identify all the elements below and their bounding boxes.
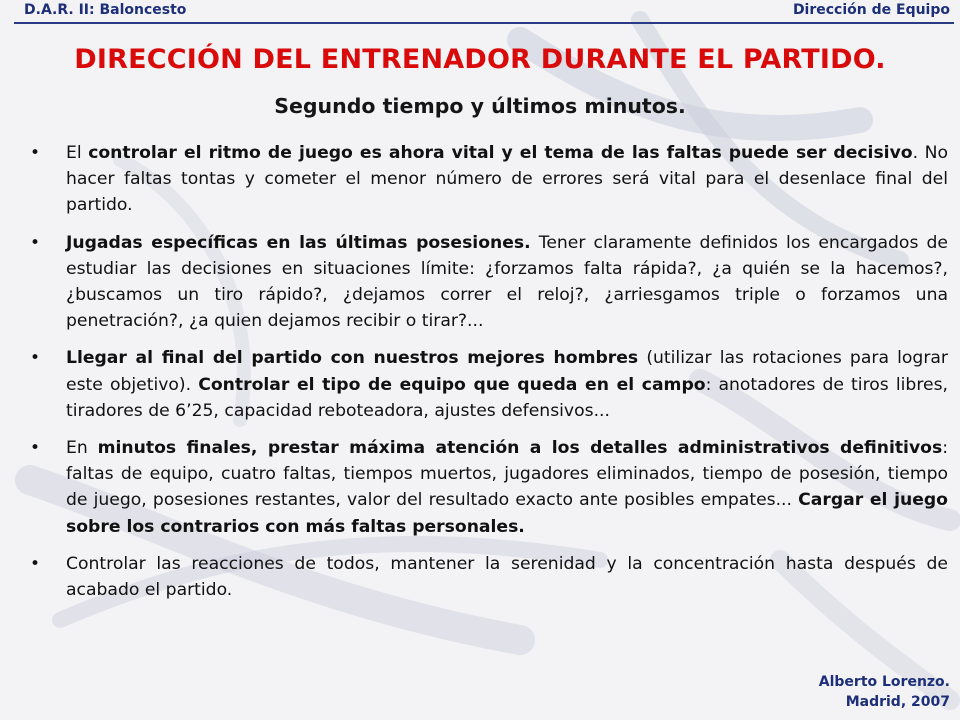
bullet-text-bold: minutos finales, prestar máxima atención a los detalles administrativos definitivos (97, 438, 943, 459)
footer-place-year: Madrid, 2007 (845, 694, 950, 710)
bullet-marker: • (30, 232, 41, 253)
bullet-marker: • (30, 348, 41, 369)
page-title: DIRECCIÓN DEL ENTRENADOR DURANTE EL PARTIDO. (74, 44, 886, 75)
bullet-text: En (66, 438, 98, 459)
footer-author: Alberto Lorenzo. (818, 674, 950, 690)
bullet-text: El (66, 143, 89, 163)
bullet-item (30, 345, 948, 424)
bullet-text: Tener claramente definidos los encargados de estudiar las decisiones en situaciones límite: ¿forzamos falta rápida?, ¿a quién se la hacemos?, ¿buscamos un tiro rápido?, ¿dejamos correr el reloj?, ¿arriesgamos triple o forzamos una penetración?, ¿a quien dejamos recibir o tirar?... (66, 232, 948, 332)
bullet-text: . No hacer faltas tontas y cometer el menor número de errores será vital para el desenlace final del partido. (66, 143, 948, 216)
header-divider (14, 22, 954, 24)
bullet-item (30, 435, 948, 540)
header-course-label: D.A.R. II: Baloncesto (24, 2, 187, 18)
bullet-text: : faltas de equipo, cuatro faltas, tiempos muertos, jugadores eliminados, tiempo de posesión, tiempo de juego, posesiones restantes, valor del resultado exacto ante posibles empates... (66, 438, 948, 511)
footer-credit (819, 672, 950, 712)
bullet-marker: • (30, 553, 41, 574)
header-section-label: Dirección de Equipo (792, 2, 950, 18)
bullet-text-bold: controlar el ritmo de juego es ahora vital y el tema de las faltas puede ser decisivo (88, 143, 913, 163)
bullet-marker: • (30, 143, 41, 163)
bullet-list (30, 140, 948, 614)
bullet-text: (utilizar las rotaciones para lograr este objetivo). (66, 348, 948, 395)
bullet-text: : anotadores de tiros libres, tiradores de 6’25, capacidad reboteadora, ajustes defensivos... (66, 374, 948, 421)
bullet-text-bold: Controlar el tipo de equipo que queda en el campo (198, 374, 706, 395)
bullet-text: Controlar las reacciones de todos, mantener la serenidad y la concentración hasta después de acabado el partido. (66, 553, 948, 601)
bullet-item (30, 230, 948, 335)
bullet-item (30, 140, 948, 219)
bullet-text-bold: Jugadas específicas en las últimas posesiones. (66, 232, 531, 253)
bullet-marker: • (30, 438, 41, 459)
bullet-item (30, 551, 948, 603)
page-subtitle: Segundo tiempo y últimos minutos. (274, 94, 686, 118)
bullet-text-bold: Llegar al final del partido con nuestros mejores hombres (66, 348, 639, 369)
bullet-text-bold: Cargar el juego sobre los contrarios con más faltas personales. (66, 490, 948, 537)
